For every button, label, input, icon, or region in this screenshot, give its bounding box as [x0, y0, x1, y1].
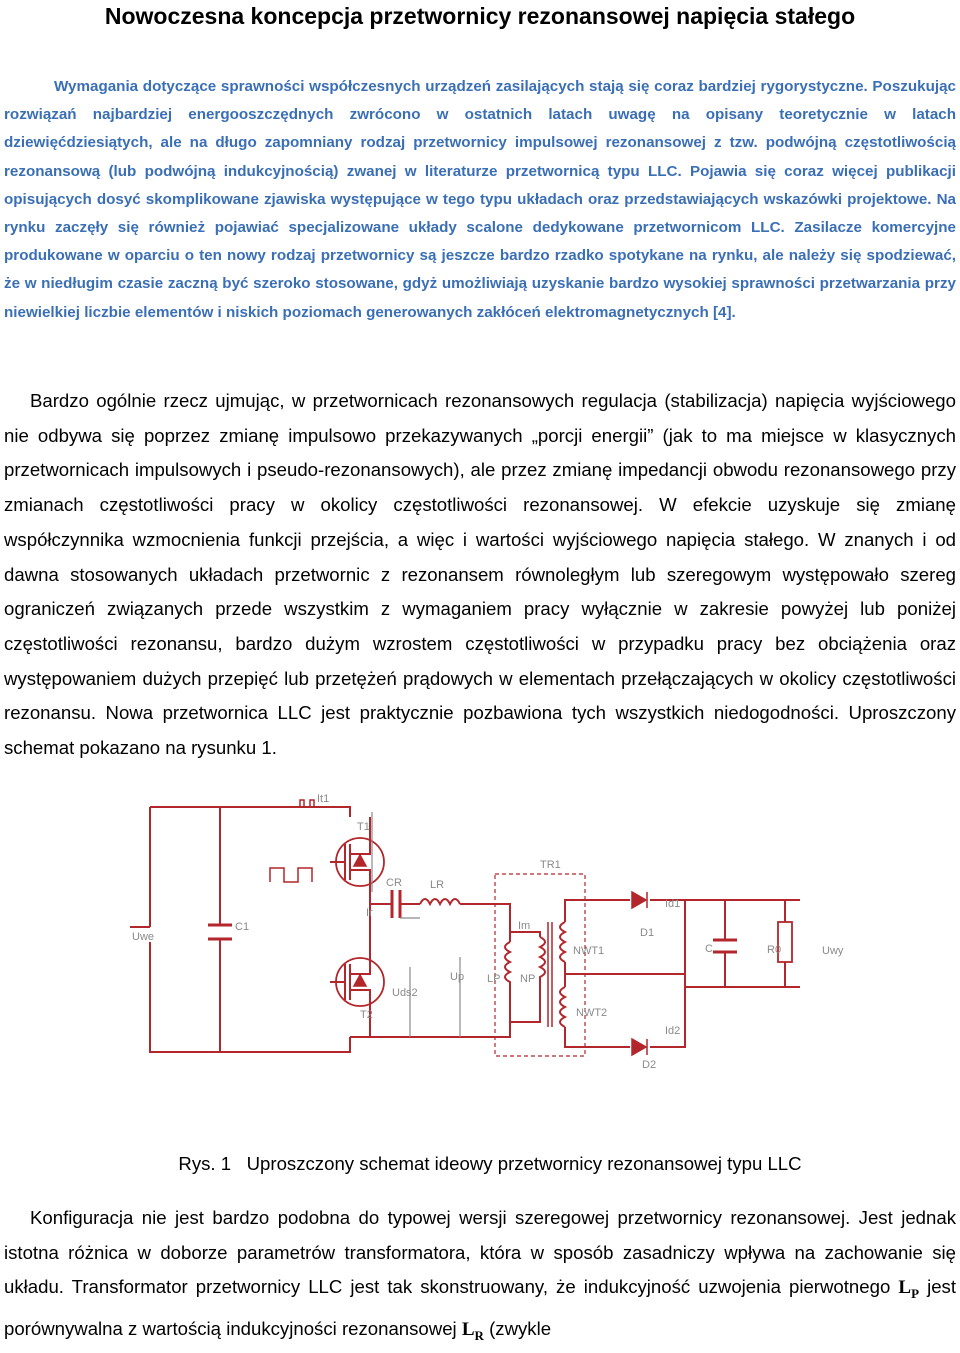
paragraph-1-text: Bardzo ogólnie rzecz ujmując, w przetwornicach rezonansowych regulacja (stabilizacja) napięcia wyjściowego nie odbywa się poprzez zmianę impulsowo przekazywanych „porcji energii” (jak to ma miejsce w klasycznych przetwornicach impulsowych i pseudo-rezonansowych), ale przez zmianę impedancji obwodu rezonansowego przy zmianach częstotliwości pracy w okolicy częstotliwości rezonansowej. W efekcie uzyskuje się zmianę współczynnika wzmocnienia funkcji przejścia, a więc i wartości wyjściowego napięcia stałego. W znanych i od dawna stosowanych układach przetwornic z rezonansem równoległym lub szeregowym występowało szereg ograniczeń związanych przede wszystkim z wymaganiem pracy wyłącznie w zakresie powyżej lub poniżej częstotliwości rezonansu, bardzo dużym wzrostem częstotliwości w przypadku pracy bez obciążenia oraz występowaniem dużych przepięć lub przetężeń prądowych w elementach przełączających w okolicy częstotliwości rezonansu. Nowa przetwornica LLC jest praktycznie pozbawiona tych wszystkich niedogodności. Uproszczony schemat pokazano na rysunku 1. [4, 390, 956, 759]
paragraph-2-part3: (zwykle [489, 1317, 552, 1339]
label-im: Im [518, 920, 531, 932]
label-up: Up [450, 971, 465, 983]
cr-capacitor [392, 890, 400, 918]
lr-inductor [420, 899, 460, 904]
r0-resistor [778, 922, 792, 962]
label-tr1: TR1 [540, 859, 561, 871]
t1-body-diode [354, 855, 366, 866]
nwt2-winding [560, 987, 565, 1027]
abstract-paragraph [4, 73, 956, 327]
label-np: NP [520, 973, 536, 985]
caption-text: Uproszczony schemat ideowy przetwornicy rezonansowej typu LLC [246, 1153, 802, 1174]
t2-body-diode [354, 975, 366, 986]
label-c1: C1 [235, 921, 250, 933]
body-paragraph-1 [4, 384, 956, 766]
lr-out-wire [460, 904, 510, 942]
label-d2: D2 [642, 1059, 657, 1071]
abstract-text: Wymagania dotyczące sprawności współczesnych urządzeń zasilających stają się coraz bardziej rygorystyczne. Poszukując rozwiązań najbardziej energooszczędnych zwrócono w ostatnich latach uwagę na opisany teoretycznie w latach dziewięćdziesiątych, ale na długo zapomniany rodzaj przetwornicy impulsowej rezonansowej z tzw. podwójną częstotliwością rezonansową (lub podwójną indukcyjnością) zwanej w literaturze przetwornicą typu LLC. Pojawia się coraz więcej publikacji opisujących dosyć skomplikowane zjawiska występujące w tego typu układach oraz przedstawiających wskazówki projektowe. Na rynku zaczęły się również pojawiać specjalizowane układy scalone dedykowane przetwornicom LLC. Zasilacze komercyjne produkowane w oparciu o ten nowy rodzaj przetwornicy są jeszcze bardzo rzadko spotykane na rynku, ale należy się spodziewać, że w niedługim czasie zaczną być szeroko stosowane, gdyż umożliwiają uzyskanie bardzo wysokiej sprawności przetwarzania przy niewielkiej liczbie elementów i niskich poziomach generowanych zakłóceń elektromagnetycznych [4]. [4, 78, 956, 321]
page-title: Nowoczesna koncepcja przetwornicy rezonansowej napięcia stałego [104, 3, 856, 29]
label-t1: T1 [357, 821, 370, 833]
label-it1: It1 [317, 793, 330, 805]
np-top-wire [510, 932, 540, 937]
top-rail-wire [150, 807, 350, 817]
label-c: C [705, 943, 713, 955]
label-uwy: Uwy [822, 945, 844, 957]
label-r0: R0 [767, 944, 782, 956]
label-ir: Ir [366, 907, 373, 919]
c1-capacitor [208, 925, 232, 939]
label-t2: T2 [360, 1009, 373, 1021]
paragraph-2-part1: Konfiguracja nie jest bardzo podobna do typowej wersji szeregowej przetwornicy rezonansowej. Jest jednak istotna różnica w doborze parametrów transformatora, która w sposób zasadniczy wpływa na zachowanie się układu. Transformator przetwornicy LLC jest tak skonstruowany, że indukcyjność uzwojenia pierwotnego [4, 1207, 956, 1298]
bottom-rail-wire [150, 942, 350, 1052]
body-paragraph-2 [4, 1201, 956, 1353]
label-d1: D1 [640, 927, 655, 939]
label-uds2: Uds2 [392, 987, 418, 999]
tr1-enclosure [495, 874, 585, 1056]
figure-caption [0, 1150, 960, 1178]
label-lp: LP [487, 973, 501, 985]
label-nwt2: NWT2 [576, 1007, 608, 1019]
nwt1-out-wire [565, 900, 630, 922]
d2-diode [632, 1039, 646, 1055]
llc-schematic-figure [120, 782, 860, 1082]
label-cr: CR [386, 877, 402, 889]
symbol-lp: $L_P$ [898, 1277, 920, 1302]
c-output-capacitor [713, 940, 737, 952]
lp-inductor [350, 942, 510, 1037]
nwt2-out-wire [565, 1027, 630, 1047]
paragraph-2-part2: jest porównywalna z wartością indukcyjności rezonansowej [4, 1276, 957, 1339]
label-nwt1: NWT1 [573, 945, 605, 957]
caption-number: Rys. 1 [178, 1153, 232, 1174]
label-uwe: Uwe [132, 931, 155, 943]
label-id1: Id1 [665, 898, 681, 910]
d1-diode [632, 892, 646, 908]
nwt1-winding [560, 922, 565, 962]
output-rails [685, 900, 800, 987]
label-id2: Id2 [665, 1025, 681, 1037]
uds-waveform [270, 868, 312, 882]
symbol-lr: $L_R$ [461, 1318, 484, 1343]
label-lr: LR [430, 879, 445, 891]
